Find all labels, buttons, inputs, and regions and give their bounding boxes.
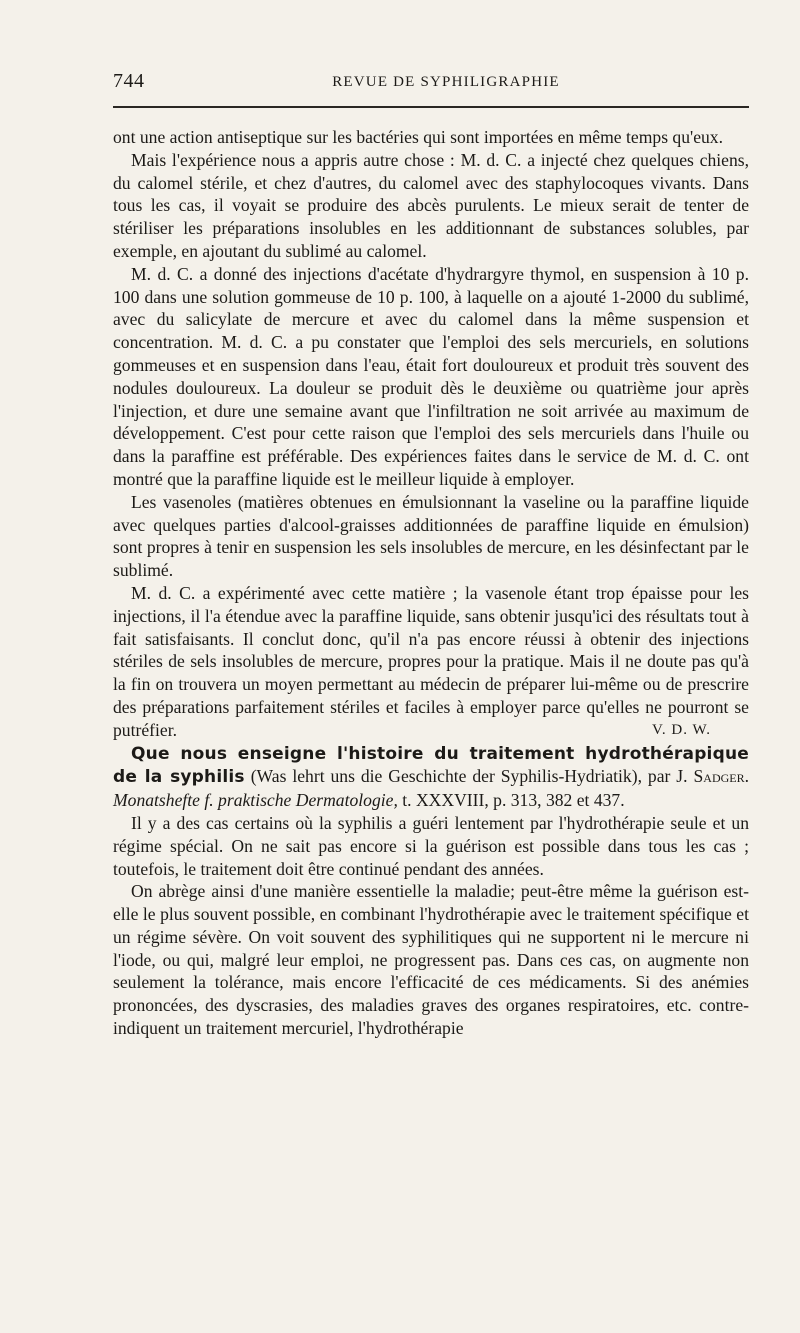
paragraph: ont une action antiseptique sur les bactéries qui sont importées en même temps qu'eux.	[113, 127, 723, 147]
paragraph: M. d. C. a donné des injections d'acétate d'hydrargyre thymol, en suspension à 10 p. 100 dans une solution gommeuse de 10 p. 100, à laquelle on a ajouté 1-2000 du sublimé, avec du salicylate de mercure et avec du calomel dans la même suspension et concentration. M. d. C. a pu constater que l'emploi des sels mercuriels, en solutions gommeuses et en suspension dans l'eau, était fort douloureux et produit très souvent des nodules douloureux. La douleur se produit dès le deuxième ou quatrième jour après l'injection, et dure une semaine avant que l'infiltration ne soit arrivée au maximum de développement. C'est pour cette raison que l'emploi des sels mercuriels dans l'huile ou dans la paraffine est préférable. Des expériences faites dans le service de M. d. C. ont montré que la paraffine liquide est le meilleur liquide à employer.	[113, 263, 749, 489]
article-author: Sadger.	[693, 766, 750, 787]
article-german-title: (Was lehrt uns die Geschichte der Syphilis-Hydriatik),	[250, 766, 642, 787]
article-heading	[113, 742, 749, 812]
paragraph	[113, 582, 749, 742]
article-journal: Monatshefte f. praktische Dermatologie,	[113, 790, 398, 811]
page-number: 744	[113, 70, 145, 92]
signature: V. D. W.	[652, 721, 711, 738]
page-header	[113, 66, 749, 106]
paragraph-text: M. d. C. a expérimenté avec cette matière ; la vasenole étant trop épaisse pour les injections, il l'a étendue avec la paraffine liquide, sans obtenir jusqu'ici des résultats tout à fait satisfaisants. Il conclut donc, qu'il n'a pas encore réussi à obtenir des injections stériles de sels insolubles de mercure, propres pour la pratique. Mais il ne doute pas qu'à la fin on trouvera un moyen permettant au médecin de préparer lui-même ou de prescrire des préparations parfaitement stériles et faciles à employer parce qu'elles ne pourront se putréfier.	[113, 582, 749, 740]
article-title: Que nous enseigne l'histoire du traitement hydrothérapique de la syphilis	[113, 743, 749, 788]
paragraph: Les vasenoles (matières obtenues en émulsionnant la vaseline ou la paraffine liquide avec quelques parties d'alcool-graisses additionnées de paraffine liquide en émulsion) sont propres à tenir en suspension les sels insolubles de mercure, en les désinfectant par le sublimé.	[113, 491, 749, 581]
article-by: par J.	[647, 766, 688, 787]
body-text	[113, 126, 749, 1040]
paragraph: Mais l'expérience nous a appris autre chose : M. d. C. a injecté chez quelques chiens, du calomel stérile, et chez d'autres, du calomel avec des staphylocoques vivants. Dans tous les cas, il voyait se produire des abcès purulents. Le mieux serait de tenter de stériliser les préparations insolubles en les additionnant de substances solubles, par exemple, en ajoutant du sublimé au calomel.	[113, 149, 749, 261]
running-title: REVUE DE SYPHILIGRAPHIE	[332, 74, 560, 90]
header-rule	[113, 106, 749, 108]
paragraph: Il y a des cas certains où la syphilis a guéri lentement par l'hydrothérapie seule et un régime spécial. On ne sait pas encore si la guérison est possible dans tous les cas ; toutefois, le traitement doit être continué pendant des années.	[113, 812, 749, 879]
article-citation: t. XXXVIII, p. 313, 382 et 437.	[402, 790, 625, 811]
paragraph: On abrège ainsi d'une manière essentielle la maladie; peut-être même la guérison est-elle le plus souvent possible, en combinant l'hydrothérapie avec le traitement spécifique et un régime sévère. On voit souvent des syphilitiques qui ne supportent ni le mercure ni l'iode, ou qui, malgré leur emploi, ne progressent pas. Dans ces cas, on augmente non seulement la tolérance, mais encore l'efficacité de ces médicaments. Si des anémies prononcées, des dyscrasies, des maladies graves des organes respiratoires, etc. contre-indiquent un traitement mercuriel, l'hydrothérapie	[113, 881, 749, 1039]
